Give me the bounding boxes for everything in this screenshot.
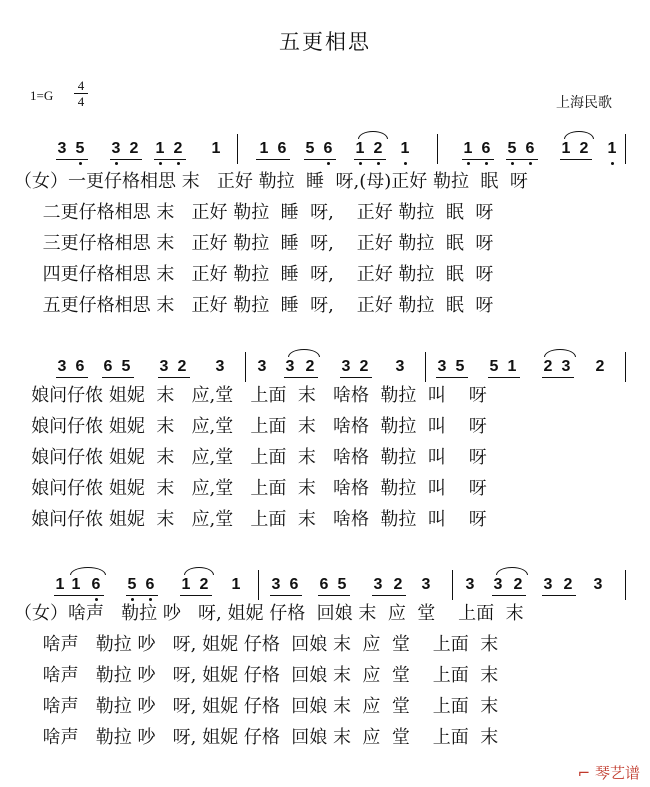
beam-underline — [372, 595, 406, 596]
beam-underline — [54, 595, 104, 596]
note: 6 — [289, 576, 299, 593]
octave-dot — [177, 162, 180, 165]
bar-line — [245, 352, 246, 382]
note: 2 — [177, 358, 187, 375]
note: 1 — [561, 140, 571, 157]
note: 3 — [593, 576, 603, 593]
octave-dot — [485, 162, 488, 165]
note: 2 — [359, 358, 369, 375]
octave-dot — [327, 162, 330, 165]
note: 1 — [55, 576, 65, 593]
octave-dot — [467, 162, 470, 165]
beam-underline — [542, 595, 576, 596]
octave-dot — [95, 598, 98, 601]
lyric-line: 娘问仔侬 姐妮 末 应,堂 上面 末 啥格 勒拉 叫 呀 — [14, 447, 487, 468]
note: 5 — [121, 358, 131, 375]
octave-dot — [377, 162, 380, 165]
beam-underline — [154, 159, 186, 160]
lyric-line: 啥声 勒拉 吵 呀, 姐妮 仔格 回娘 末 应 堂 上面 末 — [14, 727, 499, 748]
beam-underline — [318, 595, 350, 596]
tie-slur — [184, 567, 214, 575]
note: 6 — [75, 358, 85, 375]
song-origin: 上海民歌 — [556, 95, 612, 111]
bar-line — [237, 134, 238, 164]
bar-line — [425, 352, 426, 382]
note: 3 — [271, 576, 281, 593]
beam-underline — [560, 159, 592, 160]
octave-dot — [159, 162, 162, 165]
lyric-line: 啥声 勒拉 吵 呀, 姐妮 仔格 回娘 末 应 堂 上面 末 — [14, 665, 499, 686]
note: 3 — [57, 140, 67, 157]
note: 2 — [129, 140, 139, 157]
bar-line — [625, 134, 626, 164]
note: 6 — [91, 576, 101, 593]
note: 3 — [285, 358, 295, 375]
note: 5 — [489, 358, 499, 375]
note: 1 — [259, 140, 269, 157]
note: 6 — [525, 140, 535, 157]
note: 6 — [103, 358, 113, 375]
note: 2 — [579, 140, 589, 157]
beam-underline — [126, 595, 158, 596]
lyric-line: （女）啥声 勒拉 吵 呀, 姐妮 仔格 回娘 末 应 堂 上面 末 — [14, 603, 524, 624]
note: 1 — [507, 358, 517, 375]
lyric-line: （女）一更仔格相思 末 正好 勒拉 睡 呀,(母)正好 勒拉 眠 呀 — [14, 171, 528, 192]
note: 1 — [355, 140, 365, 157]
octave-dot — [511, 162, 514, 165]
note: 3 — [215, 358, 225, 375]
note: 6 — [319, 576, 329, 593]
octave-dot — [79, 162, 82, 165]
note: 3 — [465, 576, 475, 593]
note: 5 — [455, 358, 465, 375]
beam-underline — [158, 377, 190, 378]
note: 1 — [607, 140, 617, 157]
note: 5 — [507, 140, 517, 157]
note: 5 — [337, 576, 347, 593]
lyric-line: 啥声 勒拉 吵 呀, 姐妮 仔格 回娘 末 应 堂 上面 末 — [14, 696, 499, 717]
note: 2 — [595, 358, 605, 375]
lyric-line: 娘问仔侬 姐妮 末 应,堂 上面 末 啥格 勒拉 叫 呀 — [14, 416, 487, 437]
octave-dot — [611, 162, 614, 165]
beam-underline — [340, 377, 372, 378]
note: 3 — [341, 358, 351, 375]
note: 1 — [211, 140, 221, 157]
beam-underline — [56, 159, 88, 160]
bar-line — [452, 570, 453, 600]
note: 2 — [305, 358, 315, 375]
note: 2 — [563, 576, 573, 593]
lyric-line: 娘问仔侬 姐妮 末 应,堂 上面 末 啥格 勒拉 叫 呀 — [14, 385, 487, 406]
note: 6 — [277, 140, 287, 157]
lyric-line: 啥声 勒拉 吵 呀, 姐妮 仔格 回娘 末 应 堂 上面 末 — [14, 634, 499, 655]
bar-line — [625, 570, 626, 600]
octave-dot — [115, 162, 118, 165]
octave-dot — [529, 162, 532, 165]
note: 3 — [437, 358, 447, 375]
bar-line — [437, 134, 438, 164]
note: 1 — [181, 576, 191, 593]
lyric-line: 娘问仔侬 姐妮 末 应,堂 上面 末 啥格 勒拉 叫 呀 — [14, 478, 487, 499]
time-signature — [74, 78, 88, 109]
beam-underline — [110, 159, 142, 160]
octave-dot — [359, 162, 362, 165]
tie-slur — [70, 567, 106, 575]
note: 5 — [75, 140, 85, 157]
key-signature: 1=G — [30, 88, 54, 103]
note: 3 — [561, 358, 571, 375]
beam-underline — [354, 159, 386, 160]
song-title: 五更相思 — [279, 30, 371, 54]
note: 3 — [159, 358, 169, 375]
watermark-logo — [578, 762, 640, 783]
beam-underline — [436, 377, 468, 378]
note: 2 — [199, 576, 209, 593]
lyric-line: 五更仔格相思 末 正好 勒拉 睡 呀, 正好 勒拉 眠 呀 — [14, 295, 494, 316]
note: 3 — [57, 358, 67, 375]
lyric-line: 娘问仔侬 姐妮 末 应,堂 上面 末 啥格 勒拉 叫 呀 — [14, 509, 487, 530]
note: 1 — [71, 576, 81, 593]
note: 2 — [393, 576, 403, 593]
logo-text: 琴艺谱 — [594, 764, 640, 782]
beam-underline — [492, 595, 526, 596]
octave-dot — [404, 162, 407, 165]
note: 6 — [481, 140, 491, 157]
logo-icon: ⌐ — [577, 764, 591, 782]
note: 2 — [173, 140, 183, 157]
note: 3 — [493, 576, 503, 593]
note: 3 — [373, 576, 383, 593]
note: 1 — [231, 576, 241, 593]
beam-underline — [284, 377, 318, 378]
tie-slur — [358, 131, 388, 139]
note: 3 — [421, 576, 431, 593]
beam-underline — [270, 595, 302, 596]
note: 6 — [145, 576, 155, 593]
tie-slur — [544, 349, 576, 357]
tie-slur — [496, 567, 528, 575]
octave-dot — [149, 598, 152, 601]
note: 5 — [305, 140, 315, 157]
lyric-line: 三更仔格相思 末 正好 勒拉 睡 呀, 正好 勒拉 眠 呀 — [14, 233, 494, 254]
beam-underline — [256, 159, 290, 160]
tie-slur — [564, 131, 594, 139]
note: 3 — [543, 576, 553, 593]
beam-underline — [542, 377, 574, 378]
note: 3 — [257, 358, 267, 375]
lyric-line: 四更仔格相思 末 正好 勒拉 睡 呀, 正好 勒拉 眠 呀 — [14, 264, 494, 285]
beam-underline — [102, 377, 134, 378]
note: 3 — [395, 358, 405, 375]
tie-slur — [288, 349, 320, 357]
lyric-line: 二更仔格相思 末 正好 勒拉 睡 呀, 正好 勒拉 眠 呀 — [14, 202, 494, 223]
note: 2 — [373, 140, 383, 157]
note: 1 — [463, 140, 473, 157]
time-signature-bottom: 4 — [74, 93, 88, 109]
note: 2 — [513, 576, 523, 593]
note: 6 — [323, 140, 333, 157]
octave-dot — [131, 598, 134, 601]
time-signature-top: 4 — [77, 78, 85, 93]
note: 5 — [127, 576, 137, 593]
bar-line — [258, 570, 259, 600]
note: 1 — [155, 140, 165, 157]
bar-line — [625, 352, 626, 382]
beam-underline — [506, 159, 538, 160]
beam-underline — [304, 159, 336, 160]
note: 1 — [400, 140, 410, 157]
beam-underline — [462, 159, 494, 160]
beam-underline — [488, 377, 520, 378]
note: 2 — [543, 358, 553, 375]
beam-underline — [56, 377, 88, 378]
note: 3 — [111, 140, 121, 157]
beam-underline — [180, 595, 212, 596]
